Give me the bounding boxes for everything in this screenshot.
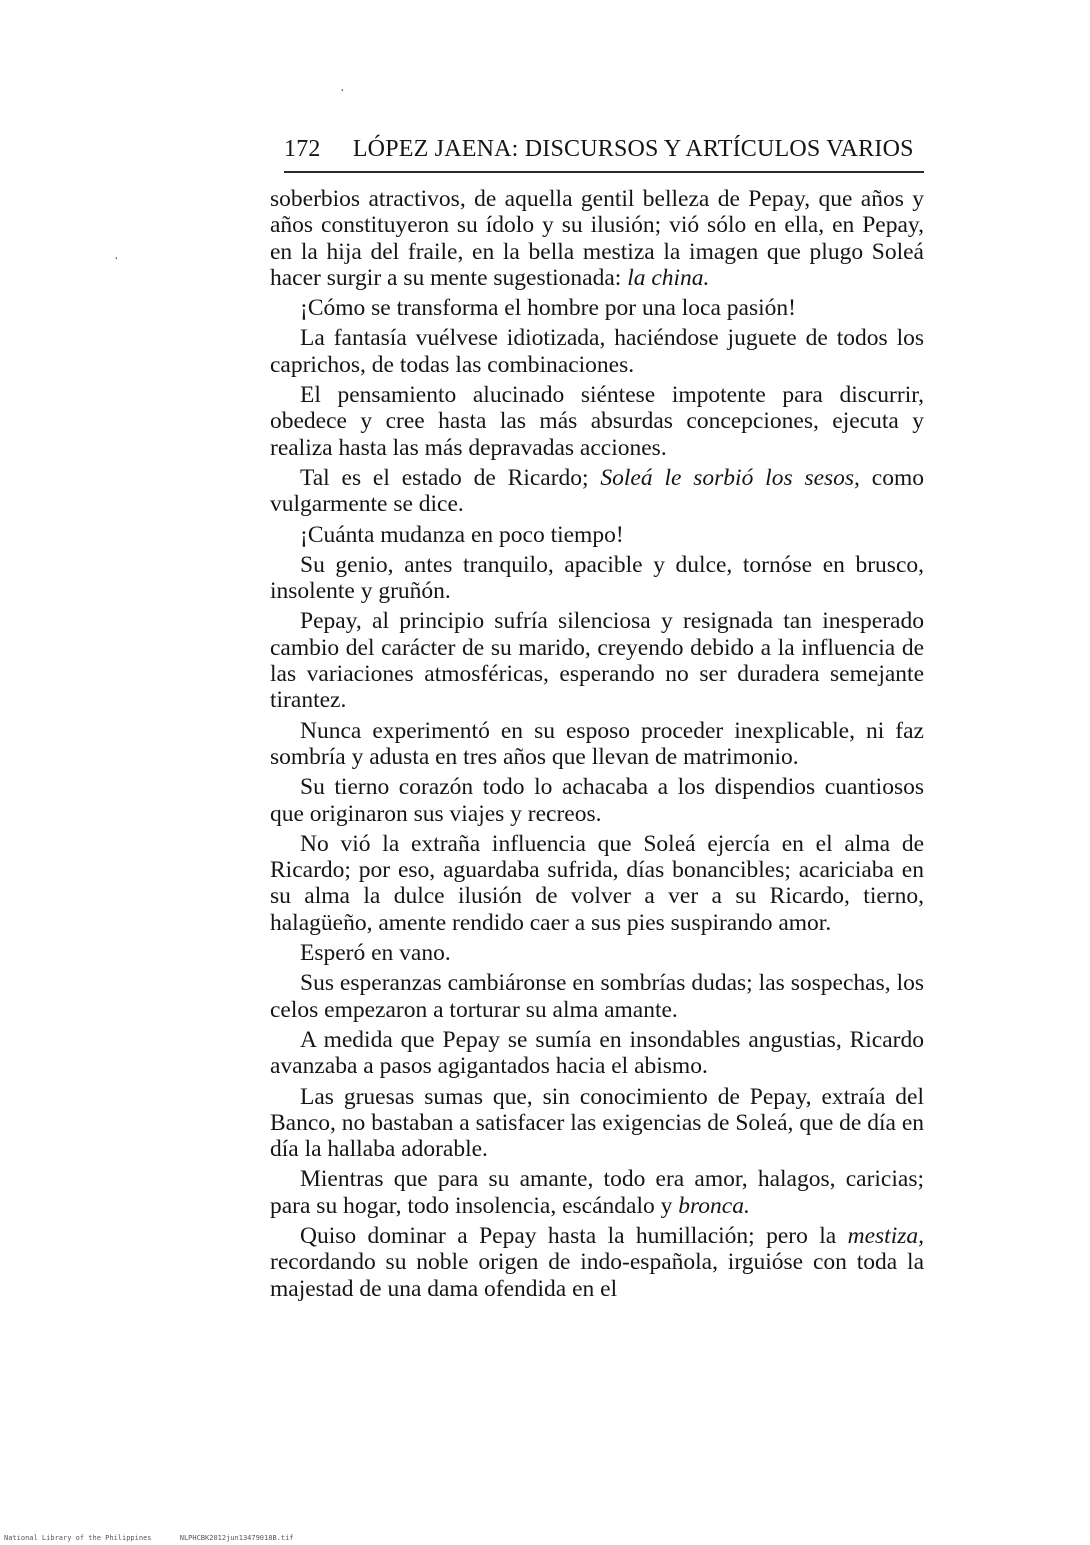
- paragraph: [270, 522, 924, 548]
- paragraph: [270, 186, 924, 291]
- paragraph-text: El pensamiento alucinado siéntese impotente para discurrir, obedece y cree hasta las más absurdas concepciones, ejecuta y realiza hasta las más depravadas acciones.: [270, 382, 924, 461]
- paragraph: [270, 1027, 924, 1080]
- paragraph: [270, 970, 924, 1023]
- paragraph: [270, 831, 924, 936]
- paragraph-italic: la china.: [627, 264, 710, 291]
- paragraph-italic: mestiza,: [847, 1222, 924, 1249]
- scan-footer: [4, 1534, 318, 1542]
- paragraph-text: La fantasía vuélvese idiotizada, haciéndose juguete de todos los caprichos, de todas las combinaciones.: [270, 325, 924, 378]
- paragraph: [270, 295, 924, 321]
- paragraph-text: ¡Cuánta mudanza en poco tiempo!: [300, 521, 624, 548]
- footer-file-id: NLPHCBK2012jun13479018B.tif: [179, 1534, 294, 1542]
- scan-speck: ·: [114, 252, 119, 267]
- paragraph: [270, 1084, 924, 1163]
- paragraph-italic: bronca.: [678, 1192, 750, 1219]
- page-header: [284, 132, 922, 166]
- page-number: 172: [284, 136, 321, 162]
- paragraph-text: Sus esperanzas cambiáronse en sombrías dudas; las sospechas, los celos empezaron a torturar su alma amante.: [270, 970, 924, 1023]
- paragraph-text: como vulgarmente se dice.: [270, 464, 924, 518]
- paragraph-text: Su genio, antes tranquilo, apacible y dulce, tornóse en brusco, insolente y gruñón.: [270, 551, 924, 605]
- paragraph-text: recordando su noble origen de indo-española, irguióse con toda la majestad de una dama ofendida en el: [270, 1249, 924, 1302]
- paragraph: [270, 382, 924, 461]
- scan-speck: ·: [340, 84, 345, 99]
- paragraph: [270, 325, 924, 378]
- paragraph-text: Nunca experimentó en su esposo proceder inexplicable, ni faz sombría y adusta en tres años que llevan de matrimonio.: [270, 717, 924, 770]
- text-body: [270, 186, 924, 1306]
- paragraph: [270, 940, 924, 966]
- paragraph-text: Mientras que para su amante, todo era amor, halagos, caricias; para su hogar, todo insolencia, escándalo y: [270, 1166, 924, 1219]
- paragraph: [270, 1223, 924, 1302]
- paragraph: [270, 774, 924, 827]
- paragraph-text: Pepay, al principio sufría silenciosa y resignada tan inesperado cambio del carácter de su marido, creyendo debido a la influencia de las variaciones atmosféricas, esperando no ser duradera semejante tirantez.: [270, 608, 924, 714]
- footer-library: National Library of the Philippines: [4, 1534, 152, 1542]
- paragraph: [270, 718, 924, 771]
- paragraph-text: ¡Cómo se transforma el hombre por una loca pasión!: [300, 295, 796, 322]
- paragraph-text: Esperó en vano.: [300, 940, 451, 967]
- paragraph-text: Su tierno corazón todo lo achacaba a los dispendios cuantiosos que originaron sus viajes y recreos.: [270, 774, 924, 827]
- paragraph-text: Quiso dominar a Pepay hasta la humillación; pero la: [300, 1222, 848, 1249]
- paragraph-text: Las gruesas sumas que, sin conocimiento de Pepay, extraía del Banco, no bastaban a satisfacer las exigencias de Soleá, que de día en día la hallaba adorable.: [270, 1083, 924, 1163]
- header-rule: [284, 171, 924, 173]
- paragraph: [270, 552, 924, 605]
- paragraph-text: Tal es el estado de Ricardo;: [300, 464, 601, 491]
- paragraph-text: soberbios atractivos, de aquella gentil belleza de Pepay, que años y años constituyeron su ídolo y su ilusión; vió sólo en ella, en Pepay, en la hija del fraile, en la bella mestiza la imagen que plugo Soleá hacer surgir a su mente sugestionada:: [270, 186, 924, 291]
- paragraph: [270, 1166, 924, 1219]
- paragraph: [270, 608, 924, 713]
- paragraph: [270, 465, 924, 518]
- running-title: LÓPEZ JAENA: DISCURSOS Y ARTÍCULOS VARIOS: [352, 136, 914, 162]
- paragraph-text: No vió la extraña influencia que Soleá ejercía en el alma de Ricardo; por eso, aguardaba sufrida, días bonancibles; acariciaba en su alma la dulce ilusión de volver a ver a su Ricardo, tierno, halagüeño, amente rendido caer a sus pies suspirando amor.: [270, 830, 924, 936]
- paragraph-italic: Soleá le sorbió los sesos,: [600, 464, 860, 491]
- paragraph-text: A medida que Pepay se sumía en insondables angustias, Ricardo avanzaba a pasos agigantados hacia el abismo.: [270, 1026, 924, 1080]
